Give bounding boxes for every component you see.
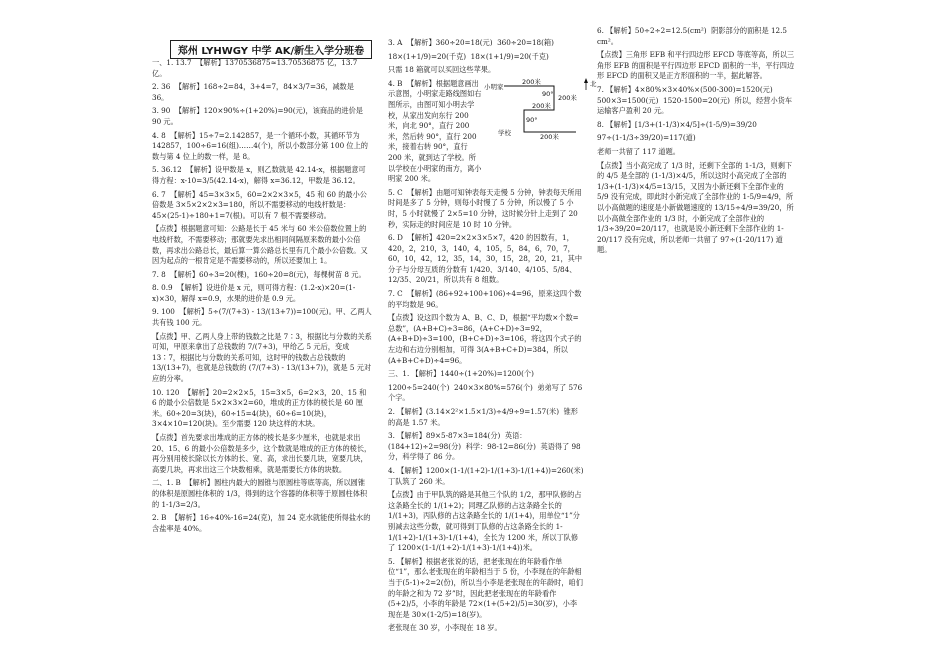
answer-item: 3. 【解析】89×5-87×3=184(分) 英语：(184+12)÷2=98(分) 科学：98-12=86(分) 英语得了 98 分，科学得了 86 分。 xyxy=(388,431,583,462)
answer-item: 一、1. 13.7 【解析】1370536875≈13.70536875 亿，13.7 亿。 xyxy=(152,58,360,78)
hint-note: 【点拨】根据题意可知：公路是长于 45 米与 60 米公倍数位置上的电线杆数，不需要移动；那就要先求出相同间隔原来数的最小公倍数，再求出公路总长，最后算一算公路总长里有几个最小公倍数。又因为起点的一根肯定是不需要移动的，所以还要加上 1。 xyxy=(152,224,368,266)
answer-item: 97÷(1-1/3÷39/20)=117(道) xyxy=(597,133,696,143)
answer-item: 8. 【解析】[1/3+(1-1/3)×4/5]÷(1-5/9)=39/20 xyxy=(597,119,757,129)
answer-column-right xyxy=(597,26,797,259)
home-label: 小明家 xyxy=(484,83,504,91)
answer-item: 5. 36.12 【解析】设甲数是 x，则乙数就是 42.14-x，根据题意可得方程：x-10=3/5(42.14-x)，解得 x=36.12，甲数是 36.12。 xyxy=(152,165,366,185)
school-label: 学校 xyxy=(498,129,511,137)
answer-item: 2. 【解析】(3.14×2²×1.5×1/3)÷4/9÷9=1.57(米) 锥形的高是 1.57 米。 xyxy=(388,407,578,427)
hint-note: 【点拨】首先要求出堆成的正方体的棱长是多少厘米，也就是求出 20、15、6 的最小公倍数是多少，这个数就是堆成的正方体的棱长，再分别用棱长除以长方体的长、宽、高，求出长要几块，宽要几块，高要几块，再求出这三个块数相乘，就是需要长方体的块数。 xyxy=(152,433,372,474)
hint-note: 【点拨】甲、乙两人身上带的钱数之比是 7∶3，根据比与分数的关系可知，甲原来拿出了总钱数的 7/(7+3)，甲给乙 5 元后，变成 13∶7，根据比与分数的关系可知，这时甲的钱数占总钱数的 13/(13+7)，也就是总钱数的 (7/(7+3) - 13/(13+7))，就是 5 元对应的分率。 xyxy=(152,331,372,384)
north-label: 北 xyxy=(590,80,597,88)
answer-item: 三、1. 【解析】1440÷(1+20%)=1200(个) xyxy=(388,369,534,379)
answer-item: 只需 18 箱就可以买回这些苹果。 xyxy=(388,65,496,75)
answer-item: 18×(1+1/9)=20(千克) 18×(1+1/9)=20(千克) xyxy=(388,51,549,61)
answer-item: 老师一共留了 117 道题。 xyxy=(597,146,680,156)
answer-item: 4. B 【解析】根据题意画出示意图，小明家走路线图如右图所示，由图可知小明去学校，从家出发向东行 200 米，向北 90°，直行 200 米，然后转 90°，直行 200 米，接着右转 90°，直行 200 米，就到达了学校。所以学校在小明家的南方，离小明家 200 米。 xyxy=(388,78,482,184)
segment-label: 200米 xyxy=(522,78,541,86)
segment-label: 200米 xyxy=(532,102,551,110)
segment-label: 200米 xyxy=(558,94,577,102)
segment-label: 200米 xyxy=(540,133,559,140)
hint-note: 【点拨】由于甲队筑的路是其他三个队的 1/2，那甲队修的占这条路全长的 1/(1+2)；同理乙队修的占这条路全长的 1/(1+3)，丙队修的占这条路全长的 1/(1+4)，用单位“1”分别减去这些分数，就可得到丁队修的占这条路全长的 1-1/(1+2)-1/(1+3)-1/(1+4)，全长为 1200 米，所以丁队修了 1200×(1-1/(1+2)-1/(1+3)-1/(1+4))米。 xyxy=(388,490,582,553)
answer-column-left xyxy=(152,58,372,537)
answer-item: 7. C 【解析】(86+92+100+106)÷4=96，原来这四个数的平均数是 96。 xyxy=(388,289,582,309)
answer-item: 10. 120 【解析】20=2×2×5，15=3×5，6=2×3，20、15 和 6 的最小公倍数是 5×2×3×2=60，堆成的正方体的棱长是 60 厘米。60÷20=3(块)，60÷15=4(块)，60÷6=10(块)，3×4×10=120(块)。至少需要 120 块这样的木块。 xyxy=(152,387,369,429)
answer-item: 二、1. B 【解析】圆柱内最大的圆锥与原圆柱等底等高，所以圆锥的体积是原圆柱体积的 1/3，得到的这个容器的体积等于原圆柱体积的 1-1/3=2/3。 xyxy=(152,478,368,509)
answer-item: 6. D 【解析】420=2×2×3×5×7，420 的因数有，1，420，2，210，3，140，4，105，5，84，6，70，7，60，10，42，12，35，14，30，15，28，20，21，其中分子与分母互质的分数有 1/420、3/140、4/105、5/84、12/35、20/21，所以共有 8 组数。 xyxy=(388,233,583,285)
answer-item: 2. 36 【解析】168÷2=84，3+4=7，84×3/7=36，减数是 36。 xyxy=(152,82,357,102)
answer-item: 5. C 【解析】由题可知钟表每天走慢 5 分钟，钟表每天所用时间是多了 5 分钟，则每小时慢了 5 分钟，所以慢了 5 小时，5 小时就慢了 2×5=10 分钟，这时候分针上走到了 20 秒，实际走的时间应是 10 时 10 分钟。 xyxy=(388,187,582,229)
answer-item: 1200÷5=240(个) 240×3×80%=576(个) 弟弟写了 576 个字。 xyxy=(388,382,585,403)
answer-item: 3. 90 【解析】120×90%÷(1+20%)=90(元)，该商品的进价是 90 元。 xyxy=(152,106,366,126)
page-title: 郑州 LYHWGY 中学 AK/新生入学分班卷 xyxy=(170,40,372,59)
answer-item: 9. 100 【解析】5÷(7/(7+3) - 13/(13+7))=100(元)。甲、乙两人共有钱 100 元。 xyxy=(152,307,372,328)
hint-note: 【点拨】三角形 EFB 和平行四边形 EFCD 等底等高，所以三角形 EFB 的面积是平行四边形 EFCD 面积的一半，平行四边形 EFCD 的面积又是正方形面积的一半，据此解答。 xyxy=(597,50,795,81)
answer-item: 4. 8 【解析】15÷7=2.142857，是一个循环小数，其循环节为 142857，100÷6=16(组)……4(个)，所以小数部分第 100 位上的数与第 4 位上的数一样，是 8。 xyxy=(152,130,368,161)
answer-item: 6. 【解析】50÷2÷2=12.5(cm²) 阴影部分的面积是 12.5 cm²。 xyxy=(597,26,790,46)
route-diagram xyxy=(484,78,604,140)
answer-item: 老张现在 30 岁，小李现在 18 岁。 xyxy=(388,623,502,633)
answer-item: 7. 8 【解析】60÷3=20(棵)，160÷20=8(元)，每棵树苗 8 元。 xyxy=(152,269,366,279)
answer-item: 3. A 【解析】360÷20=18(元) 360÷20=18(箱) xyxy=(388,38,554,47)
hint-note: 【点拨】当小高完成了 1/3 时，还剩下全部的 1-1/3，则剩下的 4/5 是全部的 (1-1/3)×4/5，所以这时小高完成了全部的 1/3+(1-1/3)×4/5=13/15，又因为小新还剩下全部作业的 5/9 没有完成，即此时小新完成了全部作业的 1-5/9=4/9，所以小高做题的速度是小新做题速度的 13/15÷4/9=39/20，所以小高做全部作业的 1/3 时，小新完成了全部作业的 1/3÷39/20=20/117，也就是说小新还剩下全部作业的 1-20/117 没有完成，所以老师一共留了 97÷(1-20/117) 道题。 xyxy=(597,160,794,255)
angle-label: 90° xyxy=(526,116,538,124)
angle-label: 90° xyxy=(542,90,554,98)
answer-item: 5. 【解析】根据老张说的话，把老张现在的年龄看作单位“1”，那么老张现在的年龄相当于 5 份，小李现在的年龄相当于(5-1)÷2=2(份)，所以当小李是老张现在的年龄时，咱们的年龄之和为 72 岁”时，因此把老张现在的年龄看作 (5+2)/5，小李的年龄是 72×(1+(5+2)/5)=30(岁)，小李现在是 30×(1-2/5)=18(岁)。 xyxy=(388,556,583,619)
answer-item: 8. 0.9 【解析】设进价是 x 元，则可得方程：(1.2-x)×20=(1-x)×30，解得 x=0.9，水果的进价是 0.9 元。 xyxy=(152,283,356,303)
hint-note: 【点拨】设这四个数为 A、B、C、D，根据“平均数×个数=总数”，(A+B+C)÷3=86，(A+C+D)÷3=92，(A+B+D)÷3=100，(B+C+D)÷3=106，将这四个式子的左边和右边分别相加，可得 3(A+B+C+D)=384，所以 (A+B+C+D)÷4=96。 xyxy=(388,313,582,365)
answer-item: 4. 【解析】1200×(1-1/(1+2)-1/(1+3)-1/(1+4))=260(米) 丁队筑了 260 米。 xyxy=(388,465,589,486)
answer-item: 6. 7 【解析】45=3×3×5，60=2×2×3×5，45 和 60 的最小公倍数是 3×5×2×2×3=180，所以不需要移动的电线杆数是：45×(25-1)÷180+1=7(根)。可以有 7 根不需要移动。 xyxy=(152,189,367,220)
answer-item: 7. 【解析】4×80%×3×40%×(500-300)=1520(元) 500×3=1500(元) 1520-1500=20(元) 所以，经营小货车运输客户盈利 20 元。 xyxy=(597,84,793,116)
answer-item: 2. B 【解析】16÷40%-16=24(克)，加 24 克水就能使所得盐水的含盐率是 40%。 xyxy=(152,513,371,533)
